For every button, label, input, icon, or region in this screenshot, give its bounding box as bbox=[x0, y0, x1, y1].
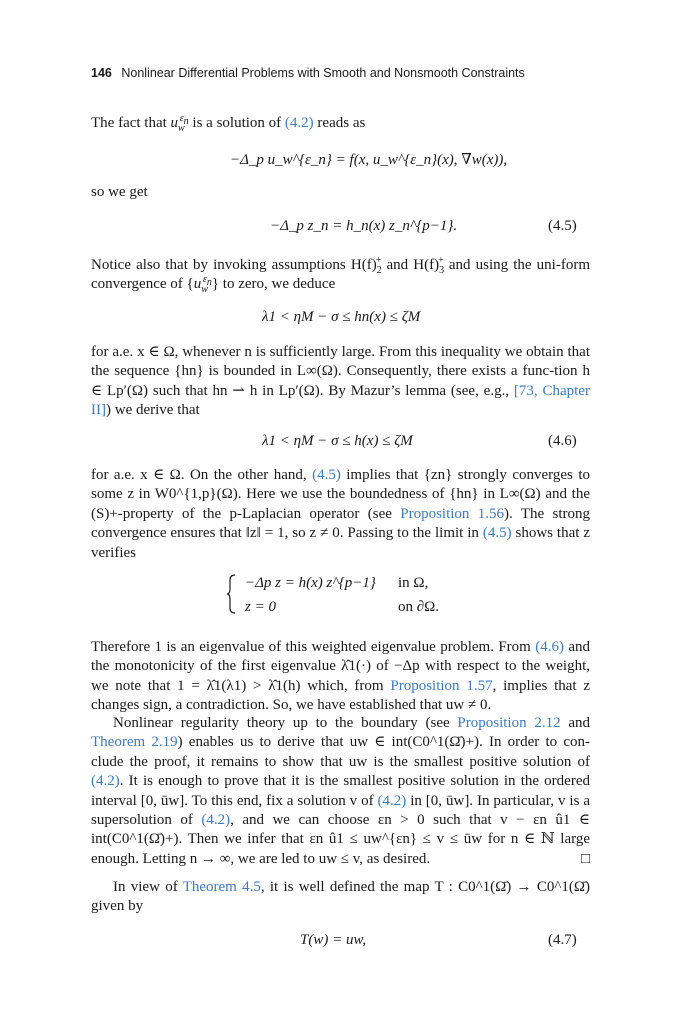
paragraph-1: The fact that $u_w^{\varepsilon_n}$ is a solution of (4.2) reads as bbox=[91, 113, 366, 134]
paragraph-5 bbox=[91, 466, 590, 563]
equation-4-6: λ1 < ηM − σ ≤ h(x) ≤ ζM bbox=[262, 433, 413, 449]
equation-number-4-6: (4.6) bbox=[548, 433, 577, 449]
p4-text-1: for a.e. x ∈ Ω, whenever n is sufficiently large. From this inequality we obtain that the sequence {hn} is bounded in L∞(Ω). Consequently, there exists a func-tion h ∈ Lp′(Ω) such that hn ⇀ h in Lp′(Ω). By Mazur’s lemma (see, e.g., bbox=[91, 344, 590, 399]
p4-text-2: ) we derive that bbox=[106, 402, 200, 419]
equation-number-4-5: (4.5) bbox=[548, 218, 577, 234]
ref-proposition-2-12[interactable]: Proposition 2.12 bbox=[457, 715, 561, 731]
paragraph-8 bbox=[91, 878, 590, 917]
p6-text-1: Therefore 1 is an eigenvalue of this weighted eigenvalue problem. From bbox=[91, 639, 536, 655]
p1-text-3: reads as bbox=[313, 115, 366, 131]
paragraph-3: Notice also that by invoking assumptions $H(f)_2^+$ and $H(f)_3^+$ and using the uni-form convergence of $\{u_w^{\varepsilon_n}\}$ to zero, we deduce bbox=[91, 255, 590, 296]
equation-4-7: T(w) = uw, bbox=[300, 932, 367, 948]
ref-proposition-1-56[interactable]: Proposition 1.56 bbox=[400, 505, 505, 522]
ref-eq-4-2-b[interactable]: (4.2) bbox=[377, 792, 407, 809]
p5-text-4: shows that z verifies bbox=[91, 525, 590, 561]
inequality-hn: λ1 < ηM − σ ≤ hn(x) ≤ ζM bbox=[262, 309, 421, 325]
p7-text-5: in [0, ūw]. In particular, v is a supersolution of bbox=[91, 792, 591, 829]
p8-text-1: In view of bbox=[113, 879, 183, 895]
system-eq-1: −Δp z = h(x) z^{p−1} bbox=[245, 575, 376, 591]
p7-text-6: , and we can choose εn > 0 such that v − εn û1 ∈ int(C0^1(Ω̄)+). Then we infer that εn û1 ≤ uw^{εn} ≤ v ≤ ūw for n ∈ ℕ large enough. Letting n → ∞, we are led to uw ≤ v, as desired. bbox=[91, 812, 590, 867]
ref-eq-4-2-c[interactable]: (4.2) bbox=[201, 812, 231, 829]
ref-proposition-1-57[interactable]: Proposition 1.57 bbox=[390, 677, 493, 694]
ref-eq-4-6[interactable]: (4.6) bbox=[535, 639, 564, 655]
qed-symbol: □ bbox=[580, 850, 590, 867]
p3-text-2: and H(f) bbox=[381, 257, 440, 273]
p1-text-2: is a solution of bbox=[188, 115, 285, 131]
system-domain-1: in Ω, bbox=[398, 575, 429, 591]
left-brace-icon bbox=[226, 574, 236, 614]
paragraph-7 bbox=[91, 714, 590, 869]
ref-eq-4-2[interactable]: (4.2) bbox=[284, 115, 314, 131]
p8-text-2: , it is well defined the map T : C0^1(Ω̄) → C0^1(Ω̄) given by bbox=[91, 879, 590, 915]
paragraph-4 bbox=[91, 343, 590, 421]
p7-text-3: ) enables us to derive that uw ∈ int(C0^1(Ω̄)+). In order to con-clude the proof, it remains to show that uw is the smallest positive solution of bbox=[91, 734, 590, 770]
p5-text-1: for a.e. x ∈ Ω. On the other hand, bbox=[91, 467, 313, 483]
paragraph-6 bbox=[91, 638, 590, 716]
p5-text-2: implies that {zn} strongly converges to some z in W0^{1,p}(Ω). Here we use the boundedness of {hn} in L∞(Ω) and the (S)+-property of the p-Laplacian operator (see bbox=[91, 467, 590, 522]
p3-text-3: and using the uni-form convergence of { bbox=[91, 257, 590, 293]
p1-text-1: The fact that bbox=[91, 115, 171, 131]
p6-text-3: , implies that z changes sign, a contradiction. So, we have established that uw ≠ 0. bbox=[91, 677, 590, 714]
ref-73[interactable]: [73, Chapter II] bbox=[91, 382, 590, 419]
equation-4-5: −Δ_p z_n = h_n(x) z_n^{p−1}. bbox=[270, 218, 458, 234]
equation-number-4-7: (4.7) bbox=[548, 932, 577, 948]
ref-theorem-2-19[interactable]: Theorem 2.19 bbox=[91, 734, 178, 751]
system-eq-2: z = 0 bbox=[245, 599, 276, 615]
ref-eq-4-2-a[interactable]: (4.2) bbox=[91, 773, 120, 790]
p6-text-2: and the monotonicity of the first eigenvalue λ̂1(·) of −Δp with respect to the weight, we note that 1 = λ̂1(λ1) > λ̂1(h) which, from bbox=[91, 639, 590, 694]
ref-eq-4-5-b[interactable]: (4.5) bbox=[482, 525, 512, 542]
system-domain-2: on ∂Ω. bbox=[398, 599, 440, 615]
equation-f: −Δ_p u_w^{ε_n} = f(x, u_w^{ε_n}(x), ∇w(x)), bbox=[230, 152, 508, 168]
ref-eq-4-5-a[interactable]: (4.5) bbox=[312, 467, 341, 483]
running-title: Nonlinear Differential Problems with Smooth and Nonsmooth Constraints bbox=[121, 66, 525, 80]
paragraph-2: so we get bbox=[91, 184, 148, 200]
p3-text-1: Notice also that by invoking assumptions H(f) bbox=[91, 257, 377, 273]
ref-theorem-4-5[interactable]: Theorem 4.5 bbox=[182, 879, 261, 895]
p7-text-1: Nonlinear regularity theory up to the boundary (see bbox=[113, 715, 458, 731]
p7-text-2: and bbox=[560, 715, 590, 731]
running-header bbox=[91, 66, 591, 80]
p7-text-4: . It is enough to prove that it is the smallest positive solution in the ordered interval [0, ūw]. To this end, fix a solution v of bbox=[91, 773, 590, 809]
p3-text-4: } to zero, we deduce bbox=[211, 276, 336, 293]
p5-text-3: ). The strong convergence ensures that ‖z‖ = 1, so z ≠ 0. Passing to the limit in bbox=[91, 505, 590, 542]
page-number: 146 bbox=[91, 66, 112, 80]
